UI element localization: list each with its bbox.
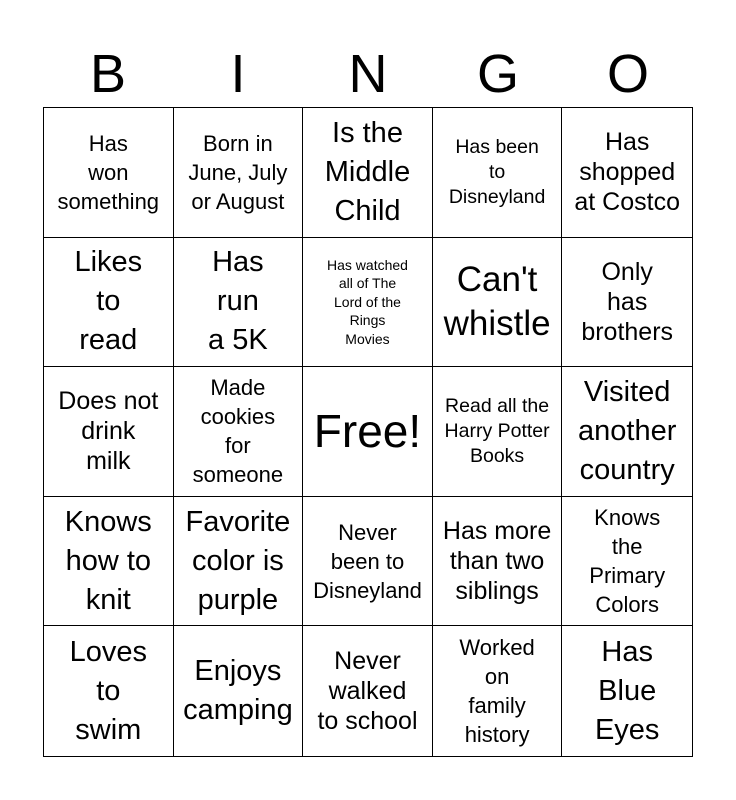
cell-text: Worked on family history [459,635,535,748]
header-letter-o: O [606,44,649,104]
bingo-grid [43,107,693,757]
bingo-cell-r1-c3[interactable] [303,108,433,238]
cell-text: Loves to swim [69,635,147,746]
bingo-header [43,44,693,104]
cell-text: Has been to Disneyland [448,135,546,208]
bingo-cell-r1-c4[interactable] [433,108,563,238]
cell-text: Can't whistle [443,259,551,343]
bingo-cell-r5-c5[interactable] [562,626,692,756]
bingo-cell-r4-c3[interactable] [303,497,433,627]
cell-text: Has more than two siblings [442,517,552,606]
header-letter-g: G [476,44,519,104]
bingo-cell-r3-c5[interactable] [562,367,692,497]
bingo-cell-r2-c5[interactable] [562,238,692,368]
bingo-cell-r4-c1[interactable] [44,497,174,627]
cell-text: Has won something [57,130,160,214]
cell-text: Has watched all of The Lord of the Rings Movies [327,256,408,347]
bingo-cell-r3-c2[interactable] [174,367,304,497]
bingo-cell-r3-c1[interactable] [44,367,174,497]
cell-text: Does not drink milk [58,387,159,476]
cell-text: Only has brothers [581,257,674,346]
bingo-cell-free[interactable] [303,367,433,497]
cell-text: Has shopped at Costco [574,128,680,217]
cell-text: Likes to read [74,246,143,357]
bingo-cell-r1-c5[interactable] [562,108,692,238]
cell-text: Made cookies for someone [192,375,284,488]
cell-text: Never been to Disneyland [313,519,422,603]
cell-text: Has Blue Eyes [594,635,660,746]
bingo-cell-r5-c1[interactable] [44,626,174,756]
header-letter-b: B [89,44,127,104]
bingo-cell-r3-c4[interactable] [433,367,563,497]
bingo-cell-r2-c2[interactable] [174,238,304,368]
bingo-cell-r5-c4[interactable] [433,626,563,756]
header-letter-i: I [230,44,246,104]
bingo-cell-r4-c4[interactable] [433,497,563,627]
bingo-cell-r4-c5[interactable] [562,497,692,627]
cell-text: Visited another country [578,375,677,486]
cell-text: Born in June, July or August [188,130,288,214]
bingo-cell-r2-c3[interactable] [303,238,433,368]
bingo-cell-r2-c4[interactable] [433,238,563,368]
bingo-cell-r2-c1[interactable] [44,238,174,368]
cell-text: Favorite color is purple [185,505,291,616]
bingo-cell-r4-c2[interactable] [174,497,304,627]
cell-text: Knows how to knit [64,505,152,616]
bingo-cell-r5-c2[interactable] [174,626,304,756]
header-letter-n: N [348,44,388,104]
cell-text: Knows the Primary Colors [589,505,666,618]
bingo-cell-r1-c1[interactable] [44,108,174,238]
cell-text: Read all the Harry Potter Books [444,394,550,467]
bingo-cell-r1-c2[interactable] [174,108,304,238]
bingo-cell-r5-c3[interactable] [303,626,433,756]
cell-text: Never walked to school [317,647,418,736]
free-space-text: Free! [313,405,422,458]
cell-text: Enjoys camping [183,655,293,727]
cell-text: Is the Middle Child [324,116,411,227]
cell-text: Has run a 5K [208,246,268,357]
